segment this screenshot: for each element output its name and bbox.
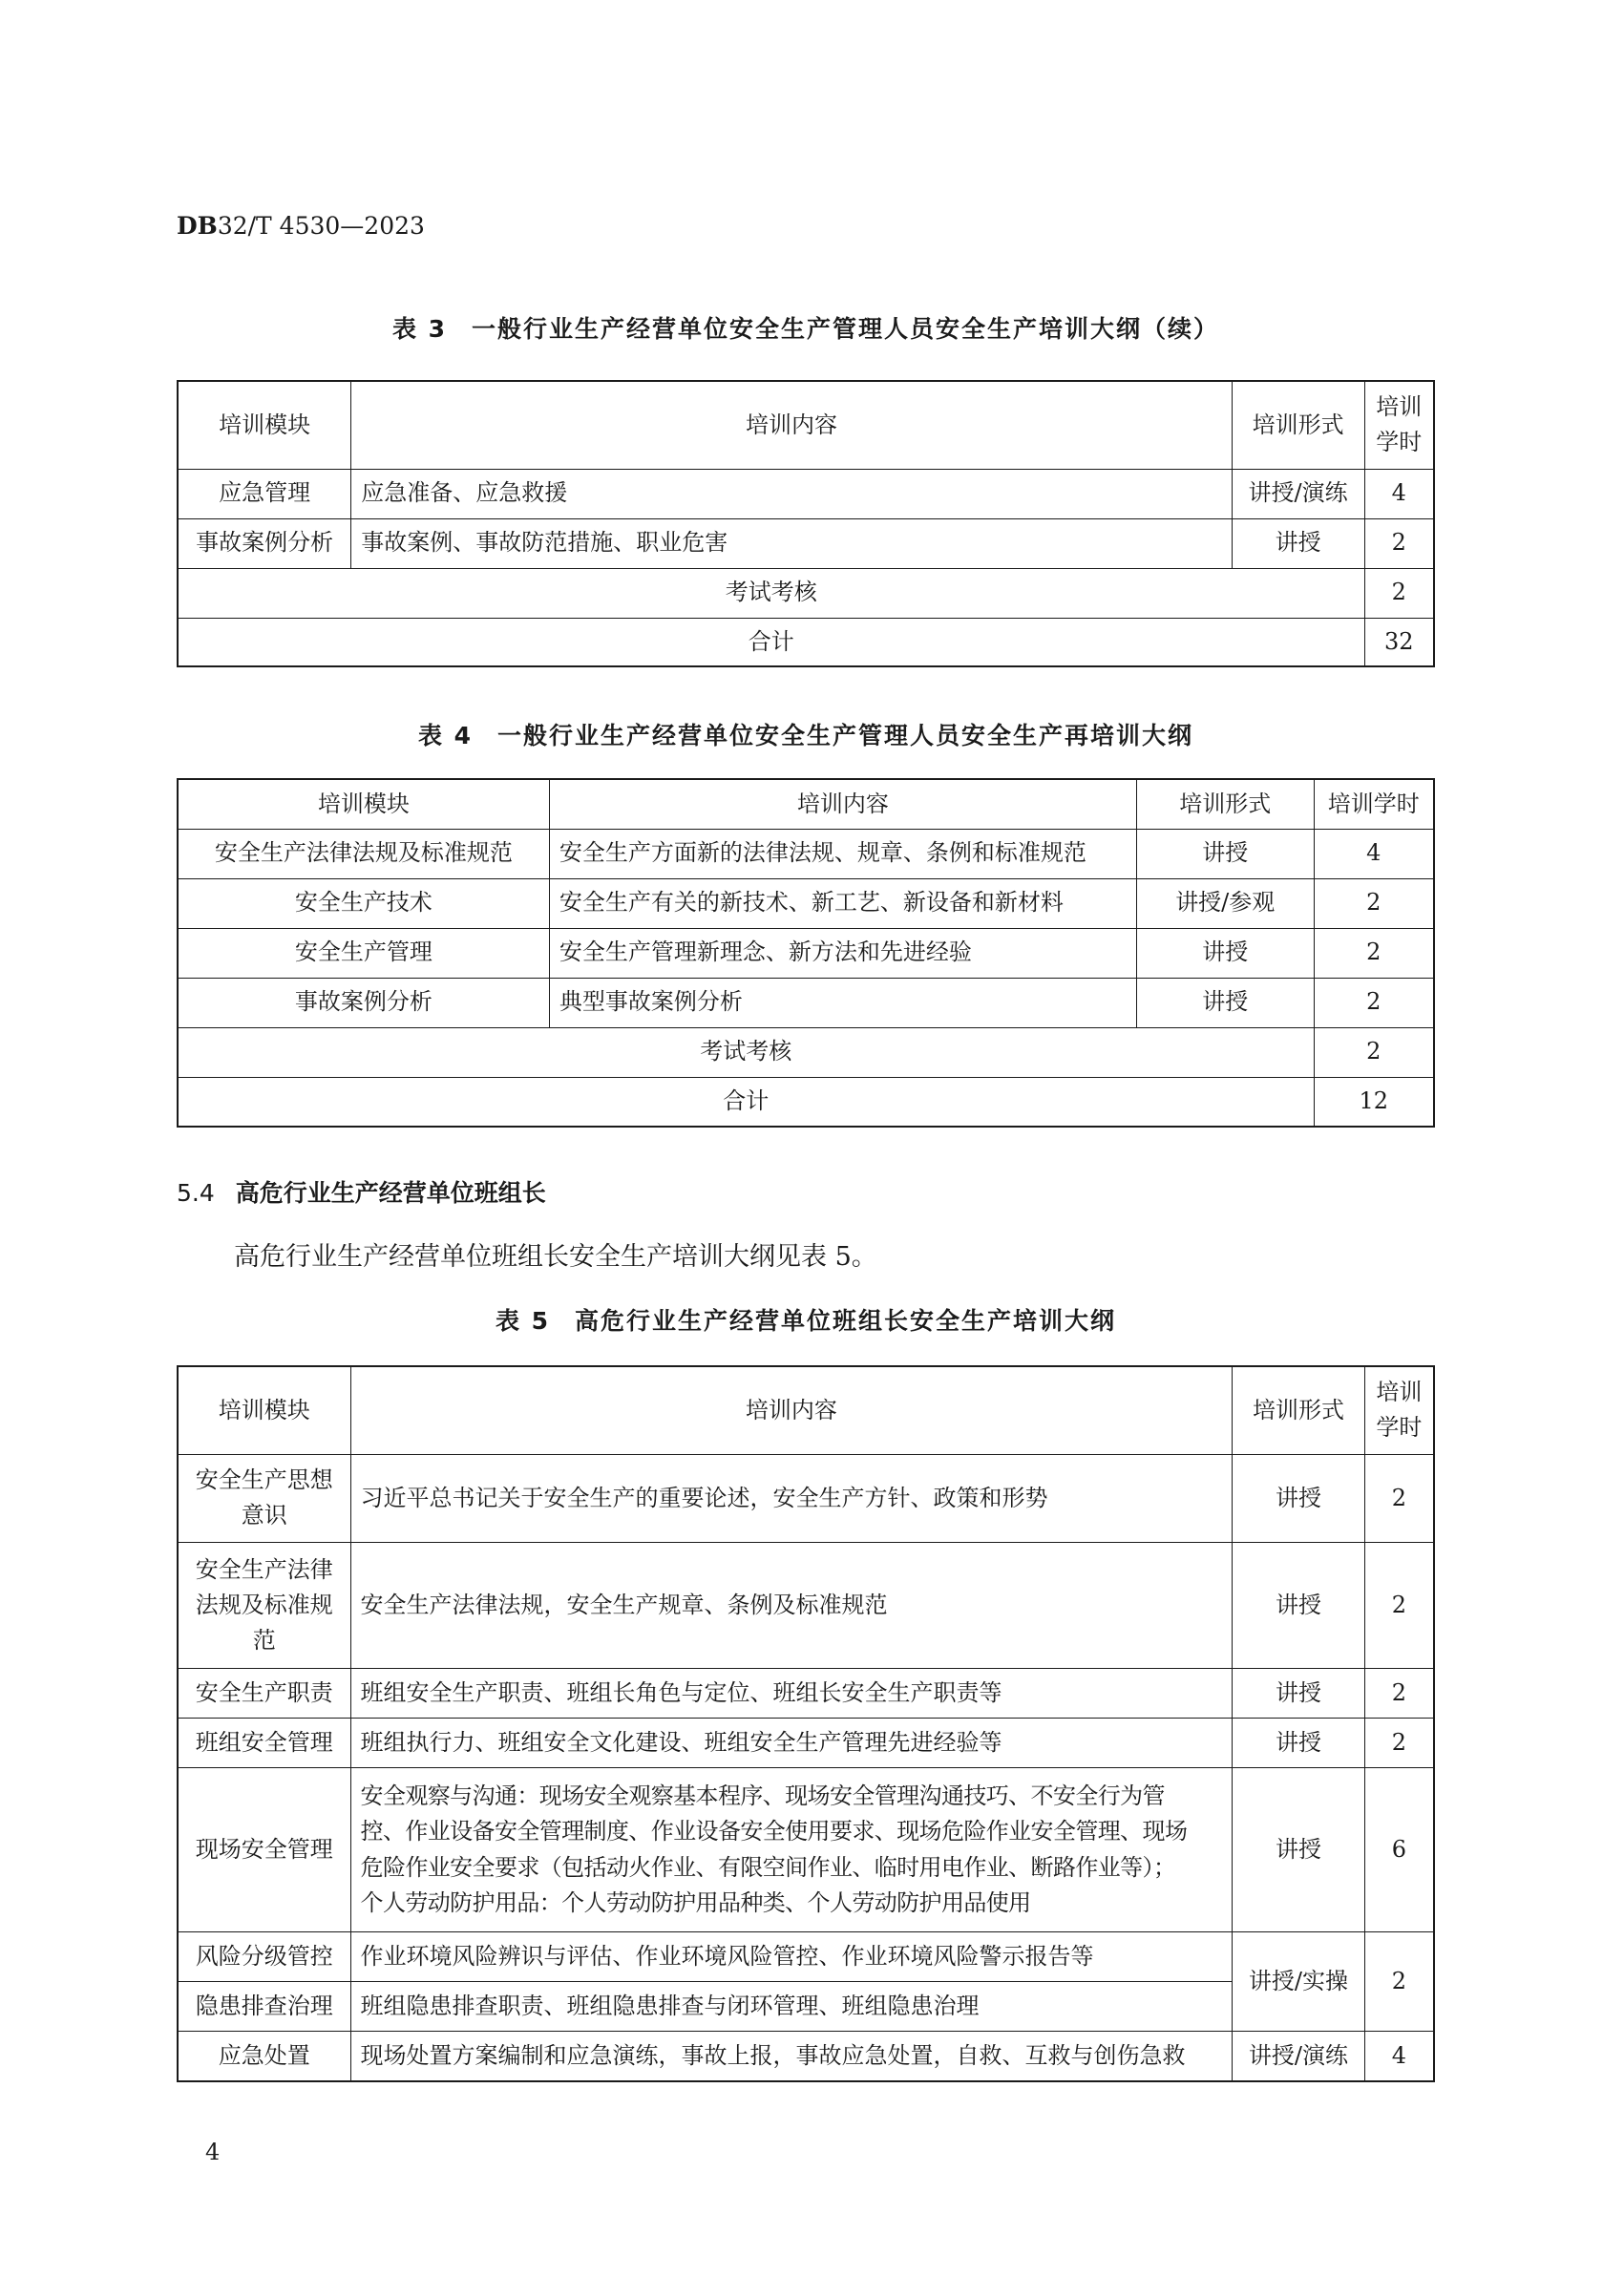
table3-row2-module: 事故案例分析: [178, 518, 351, 568]
table5-row1-hours: 2: [1364, 1454, 1434, 1542]
table5-row2-module-line2: 法规及标准规: [195, 1591, 333, 1618]
table-row: [178, 829, 1434, 878]
table5-row2-form: 讲授: [1233, 1542, 1364, 1668]
table4-row4-module: 事故案例分析: [178, 978, 549, 1027]
table5-row5-content: [350, 1768, 1233, 1932]
table5-row6-hours: 2: [1364, 1932, 1434, 2032]
table4-row2-hours: 2: [1314, 878, 1434, 928]
page-number: 4: [205, 2139, 221, 2165]
table3-header-form: 培训形式: [1232, 381, 1364, 469]
table4-exam-label: 考试考核: [178, 1027, 1314, 1077]
table5-row5-form: 讲授: [1233, 1768, 1364, 1932]
table-row: [178, 928, 1434, 978]
table5-header-content: 培训内容: [350, 1366, 1233, 1454]
table4-exam-row: [178, 1027, 1434, 1077]
table5: [177, 1365, 1435, 2082]
section-title: 高危行业生产经营单位班组长: [235, 1179, 546, 1207]
table5-row6-module: 风险分级管控: [178, 1932, 350, 1982]
table3-row1-hours: 4: [1364, 469, 1434, 518]
table5-row8-module: 应急处置: [178, 2032, 350, 2081]
table5-row5-module: 现场安全管理: [178, 1768, 350, 1932]
table-row: [178, 878, 1434, 928]
table5-row2-module: [178, 1542, 350, 1668]
table4-row1-form: 讲授: [1136, 829, 1314, 878]
table4-row3-module: 安全生产管理: [178, 928, 549, 978]
table4-row4-content: 典型事故案例分析: [549, 978, 1136, 1027]
table4-row2-form: 讲授/参观: [1136, 878, 1314, 928]
table4-row2-content: 安全生产有关的新技术、新工艺、新设备和新材料: [549, 878, 1136, 928]
section-number: 5.4: [177, 1179, 215, 1207]
table5-row2-module-line1: 安全生产法律: [195, 1555, 333, 1583]
section-heading: [177, 1174, 546, 1209]
table5-row5-content-line1: 安全观察与沟通：现场安全观察基本程序、现场安全管理沟通技巧、不安全行为管: [360, 1782, 1165, 1810]
table3-total-row: [178, 618, 1434, 666]
document-code: [177, 212, 425, 240]
table3-caption: [177, 310, 1435, 345]
table-row: [178, 1542, 1434, 1668]
table5-row6-form: 讲授/实操: [1233, 1932, 1364, 2032]
table5-row2-hours: 2: [1364, 1542, 1434, 1668]
table4-row4-hours: 2: [1314, 978, 1434, 1027]
table4-row3-form: 讲授: [1136, 928, 1314, 978]
table3-row1-module: 应急管理: [178, 469, 351, 518]
table5-row5-content-line3: 危险作业安全要求（包括动火作业、有限空间作业、临时用电作业、断路作业等）；: [360, 1853, 1176, 1881]
table-row: [178, 2032, 1434, 2081]
table5-row3-module: 安全生产职责: [178, 1668, 350, 1718]
table4-exam-hours: 2: [1314, 1027, 1434, 1077]
table3-header-content: 培训内容: [351, 381, 1232, 469]
table3-caption-text: 一般行业生产经营单位安全生产管理人员安全生产培训大纲（续）: [472, 315, 1220, 343]
table4-total-row: [178, 1077, 1434, 1127]
table4-row3-hours: 2: [1314, 928, 1434, 978]
document-code-prefix: DB: [177, 212, 218, 240]
table3-row2-content: 事故案例、事故防范措施、职业危害: [351, 518, 1232, 568]
table3-row2-form: 讲授: [1232, 518, 1364, 568]
table5-row7-module: 隐患排查治理: [178, 1982, 350, 2032]
table5-row8-content: 现场处置方案编制和应急演练，事故上报，事故应急处置，自救、互救与创伤急救: [350, 2032, 1233, 2081]
table5-header-hours-line1: 培训: [1376, 1379, 1423, 1406]
table5-row3-content: 班组安全生产职责、班组长角色与定位、班组长安全生产职责等: [350, 1668, 1233, 1718]
table5-caption-number: 表 5: [495, 1307, 551, 1335]
table-row: [178, 518, 1434, 568]
table5-header-row: [178, 1366, 1434, 1454]
table4-caption: [177, 717, 1435, 751]
table3-exam-row: [178, 568, 1434, 618]
table5-row2-content: 安全生产法律法规，安全生产规章、条例及标准规范: [350, 1542, 1233, 1668]
table5-caption-text: 高危行业生产经营单位班组长安全生产培训大纲: [575, 1307, 1117, 1335]
table3-header-hours: [1364, 381, 1434, 469]
table5-row4-module: 班组安全管理: [178, 1718, 350, 1767]
table4-header-module: 培训模块: [178, 779, 549, 829]
table5-row4-hours: 2: [1364, 1718, 1434, 1767]
table5-row1-form: 讲授: [1233, 1454, 1364, 1542]
table3-row2-hours: 2: [1364, 518, 1434, 568]
table-row: [178, 978, 1434, 1027]
table3-exam-label: 考试考核: [178, 568, 1364, 618]
table5-row4-form: 讲授: [1233, 1718, 1364, 1767]
table-row: [178, 1718, 1434, 1767]
table3-total-label: 合计: [178, 618, 1364, 666]
table5-row8-form: 讲授/演练: [1233, 2032, 1364, 2081]
table5-row4-content: 班组执行力、班组安全文化建设、班组安全生产管理先进经验等: [350, 1718, 1233, 1767]
table4-row1-module: 安全生产法律法规及标准规范: [178, 829, 549, 878]
table-row: [178, 1454, 1434, 1542]
table-row: [178, 469, 1434, 518]
table3-header-row: [178, 381, 1434, 469]
table3-row1-form: 讲授/演练: [1232, 469, 1364, 518]
table4-row4-form: 讲授: [1136, 978, 1314, 1027]
table-row: [178, 1668, 1434, 1718]
table3-header-hours-line1: 培训: [1376, 393, 1423, 421]
table4-row2-module: 安全生产技术: [178, 878, 549, 928]
table3-row1-content: 应急准备、应急救援: [351, 469, 1232, 518]
table3-header-module: 培训模块: [178, 381, 351, 469]
table3: [177, 380, 1435, 667]
table4-header-row: [178, 779, 1434, 829]
document-code-number: 32/T 4530—2023: [217, 212, 425, 240]
table5-header-module: 培训模块: [178, 1366, 350, 1454]
table4-total-label: 合计: [178, 1077, 1314, 1127]
table4-row1-hours: 4: [1314, 829, 1434, 878]
table5-row3-form: 讲授: [1233, 1668, 1364, 1718]
table5-row1-content: 习近平总书记关于安全生产的重要论述，安全生产方针、政策和形势: [350, 1454, 1233, 1542]
table-row: [178, 1768, 1434, 1932]
table5-row2-module-line3: 范: [252, 1626, 276, 1654]
table5-row6-content: 作业环境风险辨识与评估、作业环境风险管控、作业环境风险警示报告等: [350, 1932, 1233, 1982]
table3-exam-hours: 2: [1364, 568, 1434, 618]
table5-row1-module: [178, 1454, 350, 1542]
table-row: [178, 1932, 1434, 1982]
table5-caption: [177, 1302, 1435, 1337]
table5-row1-module-line2: 意识: [241, 1502, 287, 1529]
table5-row5-hours: 6: [1364, 1768, 1434, 1932]
table4-row1-content: 安全生产方面新的法律法规、规章、条例和标准规范: [549, 829, 1136, 878]
table5-header-form: 培训形式: [1233, 1366, 1364, 1454]
table3-caption-number: 表 3: [391, 315, 448, 343]
section-paragraph: 高危行业生产经营单位班组长安全生产培训大纲见表 5。: [234, 1242, 877, 1272]
table5-row1-module-line1: 安全生产思想: [195, 1466, 333, 1493]
table5-row5-content-line2: 控、作业设备安全管理制度、作业设备安全使用要求、现场危险作业安全管理、现场: [360, 1818, 1188, 1846]
table4-row3-content: 安全生产管理新理念、新方法和先进经验: [549, 928, 1136, 978]
table4-header-form: 培训形式: [1136, 779, 1314, 829]
table5-row7-content: 班组隐患排查职责、班组隐患排查与闭环管理、班组隐患治理: [350, 1982, 1233, 2032]
table5-row8-hours: 4: [1364, 2032, 1434, 2081]
table5-header-hours: [1364, 1366, 1434, 1454]
table3-header-hours-line2: 学时: [1376, 429, 1423, 456]
table3-total-hours: 32: [1364, 618, 1434, 666]
table4-caption-text: 一般行业生产经营单位安全生产管理人员安全生产再培训大纲: [497, 722, 1194, 749]
table4: [177, 778, 1435, 1128]
table5-row3-hours: 2: [1364, 1668, 1434, 1718]
table5-header-hours-line2: 学时: [1376, 1414, 1423, 1442]
table4-total-hours: 12: [1314, 1077, 1434, 1127]
table4-header-hours: 培训学时: [1314, 779, 1434, 829]
table5-row5-content-line4: 个人劳动防护用品：个人劳动防护用品种类、个人劳动防护用品使用: [360, 1888, 1031, 1916]
table4-header-content: 培训内容: [549, 779, 1136, 829]
table4-caption-number: 表 4: [417, 722, 474, 749]
